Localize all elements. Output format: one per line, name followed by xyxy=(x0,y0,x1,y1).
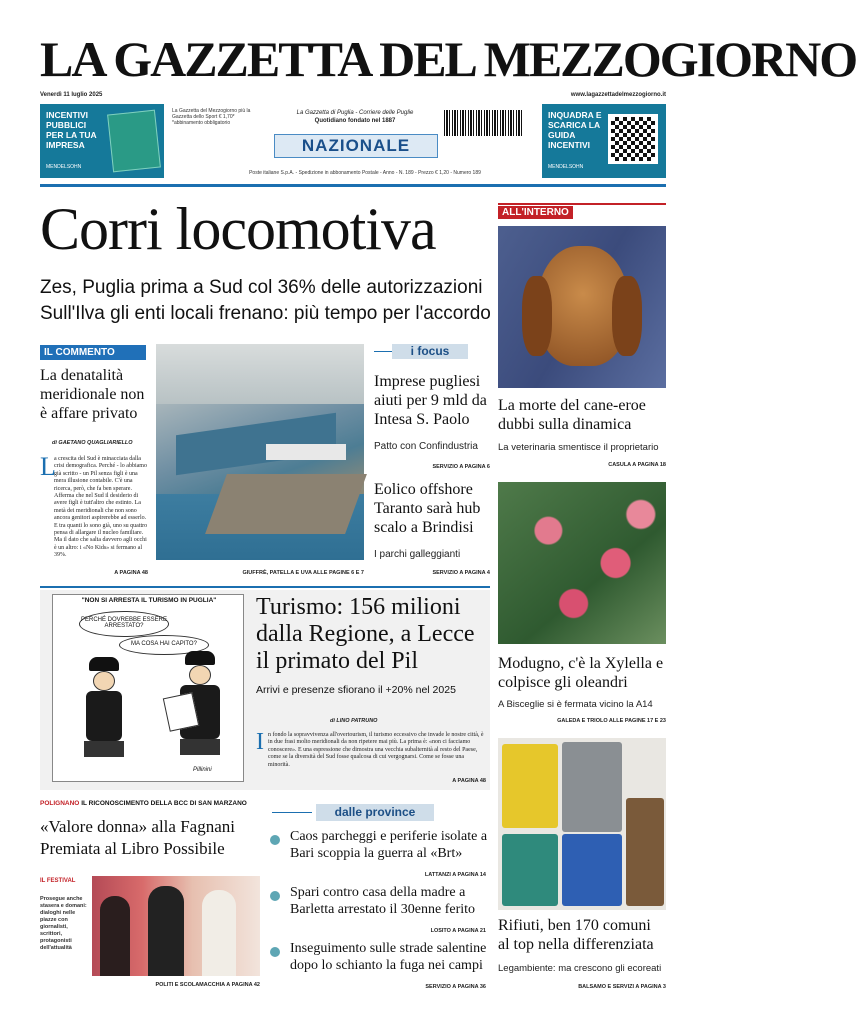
focus-rule-left xyxy=(374,351,392,352)
carabiniere-left-icon xyxy=(81,657,127,761)
commento-body: a crescita del Sud è minacciata dalla crisi demografica. Perché - lo abbiamo già scritto - un Pil senza figli è una mera illusione contabile. C'è una ricerca, però, che fa ben sperare. Afferma che nel Sud il desiderio di avere figli è tutt'altro che estinto. La metà dei meridionali che non sono ancora genitori aspirerebbe ad esserlo. E tra quanti lo sono già, uno su quattro pensa di allargare il nucleo familiare. Ma il dato che salta davvero agli occhi è un altro: i «No Kids» si fermano al 39%. xyxy=(54,456,148,559)
focus-sub-2: I parchi galleggianti xyxy=(374,549,461,560)
valore-kicker: IL RICONOSCIMENTO DELLA BCC DI SAN MARZANO xyxy=(81,800,247,807)
qr-code-icon[interactable] xyxy=(608,114,658,164)
cartoon-bubble-1: PERCHÉ DOVREBBE ESSERE ARRESTATO? xyxy=(79,611,169,637)
commento-ref[interactable]: A PAGINA 48 xyxy=(114,570,148,576)
port-photo xyxy=(156,344,364,560)
turismo-headline[interactable]: Turismo: 156 milioni dalla Regione, a Lecce il primato del Pil xyxy=(256,594,475,674)
lead-headline[interactable]: Corri locomotiva xyxy=(40,196,436,262)
province-headline-2[interactable]: Spari contro casa della madre a Barletta arrestato il 30enne ferito xyxy=(290,885,476,917)
promo-qr-text: INQUADRA E SCARICA LA GUIDA INCENTIVI xyxy=(548,110,602,150)
promo-incentivi-text: INCENTIVI PUBBLICI PER LA TUA IMPRESA xyxy=(46,110,97,150)
issue-date: Venerdì 11 luglio 2025 xyxy=(40,92,103,98)
turismo-body: n fondo la sopravvivenza all'overtourism, il turismo eccessivo che invade le nostre città, è in due frasi molto meridionali da non ripetere mai più. La prima è: «non ci facciamo conoscere». E una espressione che dimostra una vecchia subalternità al resto del Paese, come se la diversità del Sud fosse qualcosa di cui vergognarsi. Come se fosse una minorità. xyxy=(268,732,484,768)
province-bullet-icon xyxy=(270,891,280,901)
commento-dropcap: L xyxy=(40,452,56,481)
carabiniere-right-icon xyxy=(173,651,227,761)
interno-label: ALL'INTERNO xyxy=(498,206,573,219)
focus-headline-1[interactable]: Imprese pugliesi aiuti per 9 mld da Intesa S. Paolo xyxy=(374,373,487,428)
province-rule-left xyxy=(272,812,312,813)
edition-label: NAZIONALE xyxy=(274,134,438,158)
interno-headline-1[interactable]: La morte del cane-eroe dubbi sulla dinamica xyxy=(498,397,646,433)
legal-line: Poste italiane S.p.A. - Spedizione in abbonamento Postale - Anno - N. 189 - Prezzo € 1,20 - Numero 189 xyxy=(249,170,481,176)
interno-ref-2[interactable]: GALEDA E TRIOLO ALLE PAGINE 17 E 23 xyxy=(557,718,666,724)
valore-kicker-row xyxy=(40,800,260,807)
focus-headline-2[interactable]: Eolico offshore Taranto sarà hub scalo a Brindisi xyxy=(374,481,481,536)
cartoon-caption: "NON SI ARRESTA IL TURISMO IN PUGLIA" xyxy=(81,597,217,604)
commento-author: di GAETANO QUAGLIARIELLO xyxy=(52,440,133,446)
province-ref-3[interactable]: SERVIZIO A PAGINA 36 xyxy=(425,984,486,990)
commento-label: IL COMMENTO xyxy=(40,345,146,360)
festival-text: Prosegue anche stasera e domani: dialoghi nelle piazze con giornalisti, scrittori, protagonisti dell'attualità xyxy=(40,896,87,951)
interno-ref-1[interactable]: CASULA A PAGINA 18 xyxy=(608,462,666,468)
interno-sub-1: La veterinaria smentisce il proprietario xyxy=(498,442,659,453)
cartoon-signature: Pillinini xyxy=(193,767,212,773)
interno-headline-3[interactable]: Rifiuti, ben 170 comuni al top nella differenziata xyxy=(498,917,654,953)
turismo-dropcap: I xyxy=(256,729,264,755)
focus-label: i focus xyxy=(392,344,468,359)
valore-headline[interactable]: «Valore donna» alla Fagnani Premiata al Libro Possibile xyxy=(40,817,235,858)
promo-incentivi-brand: MENDELSOHN xyxy=(46,164,82,170)
masthead-divider xyxy=(40,184,666,187)
cartoon-bubble-2: MA COSA HAI CAPITO? xyxy=(119,635,209,655)
province-ref-2[interactable]: LOSITO A PAGINA 21 xyxy=(430,928,486,934)
barcode-icon xyxy=(444,110,524,136)
promo-qr[interactable] xyxy=(542,104,666,178)
oleander-photo xyxy=(498,482,666,644)
bins-photo xyxy=(498,738,666,910)
founded-note: Quotidiano fondato nel 1887 xyxy=(314,118,396,124)
turismo-rule xyxy=(40,586,490,588)
turismo-ref[interactable]: A PAGINA 48 xyxy=(452,778,486,784)
guide-book-image xyxy=(107,110,161,173)
province-headline-3[interactable]: Inseguimento sulle strade salentine dopo lo schianto la fuga nei campi xyxy=(290,941,487,973)
turismo-author: di LINO PATRUNO xyxy=(330,718,378,724)
promo-qr-brand: MENDELSOHN xyxy=(548,164,584,170)
lead-subhead-2: Sull'Ilva gli enti locali frenano: più tempo per l'accordo xyxy=(40,303,491,324)
province-label: dalle province xyxy=(316,804,434,821)
province-headline-1[interactable]: Caos parcheggi e periferie isolate a Bari scoppia la guerra al «Brt» xyxy=(290,829,488,861)
masthead-title: LA GAZZETTA DEL MEZZOGIORNO xyxy=(40,31,856,87)
valore-kicker-place: POLIGNANO xyxy=(40,800,80,807)
valore-ref[interactable]: POLITI E SCOLAMACCHIA A PAGINA 42 xyxy=(155,982,260,988)
interno-sub-2: A Bisceglie si è fermata vicino la A14 xyxy=(498,699,653,710)
focus-ref-1[interactable]: SERVIZIO A PAGINA 6 xyxy=(432,464,490,470)
province-ref-1[interactable]: LATTANZI A PAGINA 14 xyxy=(424,872,486,878)
focus-sub-1: Patto con Confindustria xyxy=(374,441,478,452)
price-note: La Gazzetta del Mezzogiorno più la Gazzetta dello Sport € 1,70* *abbinamento obbligatorio xyxy=(172,108,251,126)
province-bullet-icon xyxy=(270,947,280,957)
interno-ref-3[interactable]: BALSAMO E SERVIZI A PAGINA 3 xyxy=(578,984,666,990)
turismo-subhead: Arrivi e presenze sfiorano il +20% nel 2025 xyxy=(256,684,456,696)
promo-incentivi[interactable] xyxy=(40,104,164,178)
website-link[interactable]: www.lagazzettadelmezzogiorno.it xyxy=(570,92,666,98)
province-bullet-icon xyxy=(270,835,280,845)
focus-ref-2[interactable]: SERVIZIO A PAGINA 4 xyxy=(432,570,490,576)
interno-rule xyxy=(498,203,666,205)
festival-photo xyxy=(92,876,260,976)
commento-headline[interactable]: La denatalità meridionale non è affare privato xyxy=(40,367,145,422)
cartoon xyxy=(52,594,244,782)
festival-label: IL FESTIVAL xyxy=(40,878,76,884)
lead-subhead-1: Zes, Puglia prima a Sud col 36% delle autorizzazioni xyxy=(40,277,483,298)
interno-sub-3: Legambiente: ma crescono gli ecoreati xyxy=(498,963,662,974)
port-photo-caption[interactable]: GIUFFRÈ, PATELLA E UVA ALLE PAGINE 6 E 7 xyxy=(242,570,364,576)
dog-photo xyxy=(498,226,666,388)
interno-headline-2[interactable]: Modugno, c'è la Xylella e colpisce gli oleandri xyxy=(498,655,664,691)
edition-names: La Gazzetta di Puglia - Corriere delle Puglie xyxy=(296,110,414,116)
